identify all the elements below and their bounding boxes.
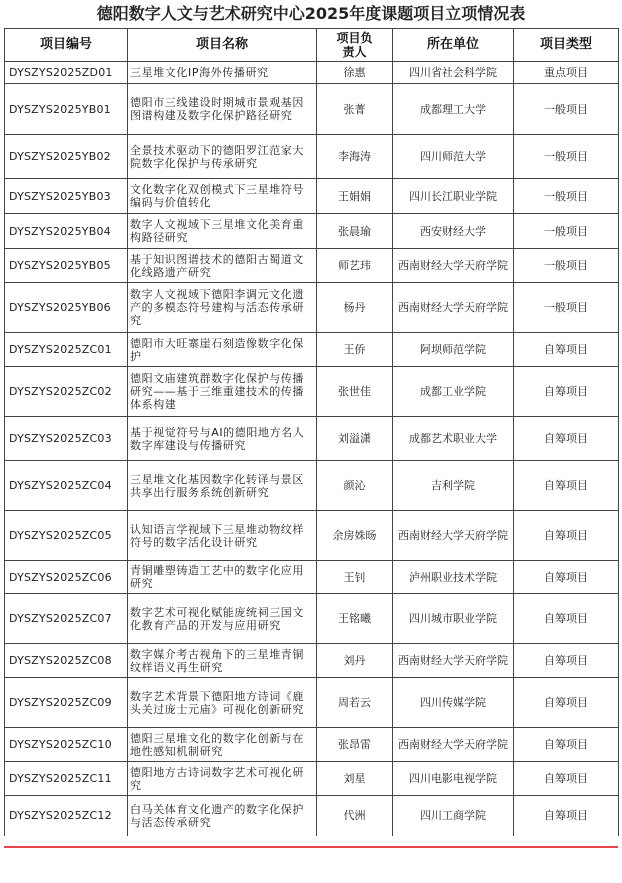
cell-owner: 颜沁 — [317, 461, 393, 511]
table-row — [5, 367, 619, 417]
cell-code: DYSZYS2025ZC04 — [5, 461, 128, 511]
cell-name: 德阳市三线建设时期城市景观基因图谱构建及数字化保护路径研究 — [128, 84, 317, 135]
cell-unit: 四川省社会科学院 — [393, 62, 514, 84]
cell-unit: 西南财经大学天府学院 — [393, 511, 514, 561]
table-row — [5, 417, 619, 461]
cell-name: 三星堆文化IP海外传播研究 — [128, 62, 317, 84]
table-row — [5, 728, 619, 762]
cell-name: 数字艺术背景下德阳地方诗词《鹿头关过庞士元庙》可视化创新研究 — [128, 678, 317, 728]
cell-name: 三星堆文化基因数字化转译与景区共享出行服务系统创新研究 — [128, 461, 317, 511]
table-row — [5, 594, 619, 644]
cell-code: DYSZYS2025ZC06 — [5, 561, 128, 594]
cell-owner: 王侨 — [317, 333, 393, 367]
cell-owner: 周若云 — [317, 678, 393, 728]
table-row — [5, 135, 619, 179]
cell-unit: 西南财经大学天府学院 — [393, 283, 514, 333]
cell-name: 数字媒介考古视角下的三星堆青铜纹样语义再生研究 — [128, 644, 317, 678]
project-table — [4, 28, 619, 836]
cell-code: DYSZYS2025ZC08 — [5, 644, 128, 678]
header-unit: 所在单位 — [393, 29, 514, 62]
cell-code: DYSZYS2025YB03 — [5, 179, 128, 214]
header-type: 项目类型 — [514, 29, 619, 62]
cell-code: DYSZYS2025ZC07 — [5, 594, 128, 644]
cell-type: 自筹项目 — [514, 417, 619, 461]
cell-type: 一般项目 — [514, 214, 619, 249]
cell-name: 德阳文庙建筑群数字化保护与传播研究——基于三维重建技术的传播体系构建 — [128, 367, 317, 417]
cell-owner: 张菁 — [317, 84, 393, 135]
cell-name: 基于视觉符号与AI的德阳地方名人数字库建设与传播研究 — [128, 417, 317, 461]
cell-unit: 泸州职业技术学院 — [393, 561, 514, 594]
cell-owner: 刘丹 — [317, 644, 393, 678]
table-row — [5, 62, 619, 84]
cell-type: 自筹项目 — [514, 367, 619, 417]
cell-type: 自筹项目 — [514, 333, 619, 367]
cell-owner: 杨丹 — [317, 283, 393, 333]
cell-owner: 王娟娟 — [317, 179, 393, 214]
cell-name: 全景技术驱动下的德阳罗江范家大院数字化保护与传承研究 — [128, 135, 317, 179]
cell-unit: 四川长江职业学院 — [393, 179, 514, 214]
cell-owner: 余房姝旸 — [317, 511, 393, 561]
table-row — [5, 561, 619, 594]
cell-unit: 西南财经大学天府学院 — [393, 644, 514, 678]
cell-unit: 成都艺术职业大学 — [393, 417, 514, 461]
cell-code: DYSZYS2025ZC01 — [5, 333, 128, 367]
table-row — [5, 333, 619, 367]
cell-type: 自筹项目 — [514, 461, 619, 511]
cell-code: DYSZYS2025ZC09 — [5, 678, 128, 728]
cell-name: 青铜雕塑铸造工艺中的数字化应用研究 — [128, 561, 317, 594]
cell-type: 自筹项目 — [514, 678, 619, 728]
cell-code: DYSZYS2025ZC10 — [5, 728, 128, 762]
header-owner — [317, 29, 393, 62]
cell-type: 一般项目 — [514, 283, 619, 333]
table-row — [5, 249, 619, 283]
cell-type: 自筹项目 — [514, 796, 619, 836]
cell-type: 自筹项目 — [514, 728, 619, 762]
cell-unit: 西安财经大学 — [393, 214, 514, 249]
cell-unit: 西南财经大学天府学院 — [393, 728, 514, 762]
cell-unit: 四川传媒学院 — [393, 678, 514, 728]
cell-name: 数字人文视域下德阳李调元文化遗产的多模态符号建构与活态传承研究 — [128, 283, 317, 333]
cell-owner: 张晨瑜 — [317, 214, 393, 249]
table-row — [5, 511, 619, 561]
cell-owner: 王铭曦 — [317, 594, 393, 644]
cell-unit: 阿坝师范学院 — [393, 333, 514, 367]
cell-unit: 四川电影电视学院 — [393, 762, 514, 796]
table-row — [5, 762, 619, 796]
cell-owner: 张昂雷 — [317, 728, 393, 762]
cell-code: DYSZYS2025ZC03 — [5, 417, 128, 461]
cell-name: 数字艺术可视化赋能庞统祠三国文化教育产品的开发与应用研究 — [128, 594, 317, 644]
cell-owner: 刘星 — [317, 762, 393, 796]
cell-code: DYSZYS2025YB04 — [5, 214, 128, 249]
table-row — [5, 644, 619, 678]
cell-owner: 王钊 — [317, 561, 393, 594]
table-row — [5, 796, 619, 836]
cell-unit: 四川工商学院 — [393, 796, 514, 836]
cell-name: 基于知识图谱技术的德阳古蜀道文化线路遗产研究 — [128, 249, 317, 283]
highlight-line — [4, 846, 618, 848]
cell-type: 一般项目 — [514, 84, 619, 135]
cell-name: 白马关体育文化遗产的数字化保护与活态传承研究 — [128, 796, 317, 836]
cell-owner: 徐惠 — [317, 62, 393, 84]
cell-code: DYSZYS2025YB06 — [5, 283, 128, 333]
cell-owner: 李海涛 — [317, 135, 393, 179]
cell-owner: 刘溢潇 — [317, 417, 393, 461]
cell-unit: 成都工业学院 — [393, 367, 514, 417]
table-row — [5, 283, 619, 333]
table-row — [5, 179, 619, 214]
cell-name: 认知语言学视域下三星堆动物纹样符号的数字活化设计研究 — [128, 511, 317, 561]
cell-code: DYSZYS2025YB05 — [5, 249, 128, 283]
cell-type: 重点项目 — [514, 62, 619, 84]
cell-unit: 吉利学院 — [393, 461, 514, 511]
cell-name: 数字人文视域下三星堆文化美育重构路径研究 — [128, 214, 317, 249]
table-row — [5, 461, 619, 511]
table-header-row — [5, 29, 619, 62]
cell-unit: 西南财经大学天府学院 — [393, 249, 514, 283]
table-row — [5, 84, 619, 135]
cell-code: DYSZYS2025YB01 — [5, 84, 128, 135]
cell-name: 文化数字化双创模式下三星堆符号编码与价值转化 — [128, 179, 317, 214]
cell-code: DYSZYS2025ZD01 — [5, 62, 128, 84]
cell-name: 德阳地方古诗词数字艺术可视化研究 — [128, 762, 317, 796]
cell-name: 德阳三星堆文化的数字化创新与在地性感知机制研究 — [128, 728, 317, 762]
page-title: 德阳数字人文与艺术研究中心2025年度课题项目立项情况表 — [96, 4, 526, 23]
cell-owner: 代洲 — [317, 796, 393, 836]
cell-type: 自筹项目 — [514, 511, 619, 561]
cell-owner: 师艺玮 — [317, 249, 393, 283]
cell-unit: 四川城市职业学院 — [393, 594, 514, 644]
cell-code: DYSZYS2025YB02 — [5, 135, 128, 179]
header-code: 项目编号 — [5, 29, 128, 62]
cell-type: 自筹项目 — [514, 644, 619, 678]
cell-code: DYSZYS2025ZC12 — [5, 796, 128, 836]
cell-type: 自筹项目 — [514, 762, 619, 796]
table-row — [5, 678, 619, 728]
cell-code: DYSZYS2025ZC02 — [5, 367, 128, 417]
cell-type: 一般项目 — [514, 179, 619, 214]
cell-name: 德阳市大旺寨崖石刻造像数字化保护 — [128, 333, 317, 367]
cell-type: 自筹项目 — [514, 594, 619, 644]
cell-type: 自筹项目 — [514, 561, 619, 594]
cell-owner: 张世佳 — [317, 367, 393, 417]
cell-code: DYSZYS2025ZC05 — [5, 511, 128, 561]
cell-unit: 成都理工大学 — [393, 84, 514, 135]
header-name: 项目名称 — [128, 29, 317, 62]
header-owner-text: 项目负责人 — [336, 31, 373, 59]
cell-code: DYSZYS2025ZC11 — [5, 762, 128, 796]
table-row — [5, 214, 619, 249]
cell-type: 一般项目 — [514, 135, 619, 179]
cell-unit: 四川师范大学 — [393, 135, 514, 179]
cell-type: 一般项目 — [514, 249, 619, 283]
